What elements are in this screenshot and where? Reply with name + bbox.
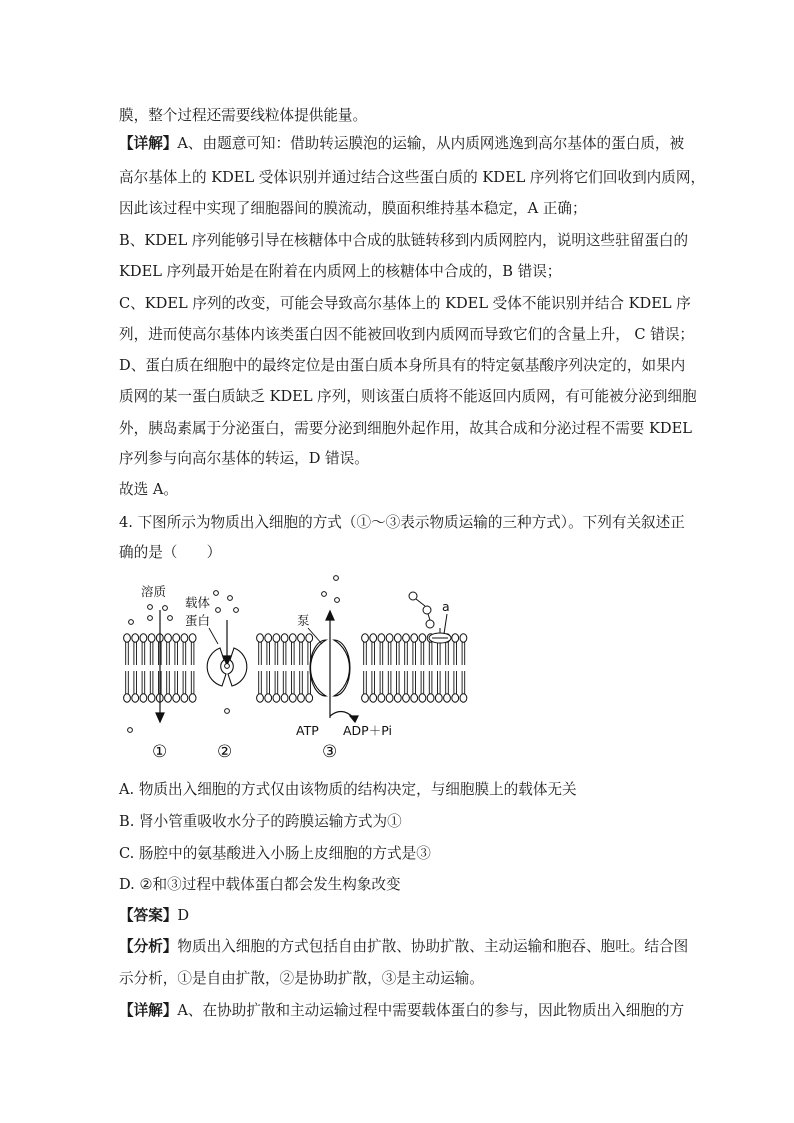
line-text: A. 物质出入细胞的方式仅由该物质的结构决定，与细胞膜上的载体无关 bbox=[119, 781, 577, 798]
lipid-head bbox=[281, 634, 288, 642]
text-line bbox=[119, 134, 685, 154]
lipid-head bbox=[140, 634, 147, 642]
lipid-head bbox=[435, 694, 442, 702]
label-carrier-line1: 载体 bbox=[185, 595, 211, 610]
text-line bbox=[119, 106, 679, 126]
text-line bbox=[119, 513, 685, 533]
line-text: 序列参与向高尔基体的转运，D 错误。 bbox=[119, 450, 369, 467]
lipid-head bbox=[165, 634, 172, 642]
solute-particle bbox=[216, 608, 221, 613]
lipid-head bbox=[419, 634, 426, 642]
text-line bbox=[119, 325, 695, 345]
solute-particle bbox=[334, 576, 339, 581]
lipid-head bbox=[148, 634, 155, 642]
lipid-head bbox=[165, 694, 172, 702]
label-adp: ADP＋Pi bbox=[343, 723, 392, 738]
label-atp: ATP bbox=[296, 723, 319, 738]
lipid-head bbox=[257, 694, 264, 702]
lipid-head bbox=[411, 634, 418, 642]
lipid-head bbox=[181, 634, 188, 642]
section-tag: 【分析】 bbox=[119, 938, 178, 955]
lipid-head bbox=[289, 634, 296, 642]
lipid-head bbox=[419, 694, 426, 702]
lipid-head bbox=[265, 634, 272, 642]
solute-particle bbox=[225, 664, 230, 669]
text-line bbox=[119, 387, 697, 407]
lipid-head bbox=[173, 634, 180, 642]
text-line bbox=[119, 294, 691, 314]
solute-particle bbox=[163, 606, 168, 611]
line-text: A、由题意可知：借助转运膜泡的运输，从内质网逃逸到高尔基体的蛋白质，被 bbox=[177, 135, 685, 152]
solute-particle bbox=[168, 616, 173, 621]
lipid-head bbox=[298, 694, 305, 702]
line-text: 4. 下图所示为物质出入细胞的方式（①～③表示物质运输的三种方式）。下列有关叙述正 bbox=[119, 514, 685, 531]
solute-particle bbox=[128, 728, 133, 733]
line-text: 物质出入细胞的方式包括自由扩散、协助扩散、主动运输和胞吞、胞吐。结合图 bbox=[177, 938, 689, 955]
solute-particle bbox=[214, 591, 219, 596]
solute-particle bbox=[322, 592, 327, 597]
solute-particle bbox=[225, 709, 230, 714]
membrane-transport-diagram bbox=[110, 570, 480, 765]
lipid-head bbox=[378, 694, 385, 702]
text-line bbox=[119, 543, 679, 563]
lipid-head bbox=[386, 694, 393, 702]
text-line bbox=[119, 812, 679, 832]
text-line bbox=[119, 1001, 685, 1021]
text-line bbox=[119, 844, 679, 864]
lipid-head bbox=[403, 634, 410, 642]
label-method-1: ① bbox=[152, 742, 168, 762]
lipid-head bbox=[452, 694, 459, 702]
phospholipid-bilayer bbox=[124, 634, 467, 702]
lipid-head bbox=[370, 694, 377, 702]
solute-particle bbox=[228, 596, 233, 601]
lipid-head bbox=[452, 634, 459, 642]
line-text: 故选 A。 bbox=[119, 481, 178, 498]
text-line bbox=[119, 356, 686, 376]
lipid-head bbox=[257, 634, 264, 642]
lipid-head bbox=[124, 634, 131, 642]
lipid-head bbox=[298, 634, 305, 642]
line-text: C、KDEL 序列的改变，可能会导致高尔基体上的 KDEL 受体不能识别并结合 KDEL 序 bbox=[119, 295, 691, 312]
label-method-3: ③ bbox=[322, 742, 338, 762]
line-text: KDEL 序列最开始是在附着在内质网上的核糖体中合成的，B 错误； bbox=[119, 263, 562, 280]
label-pump: 泵 bbox=[297, 613, 310, 628]
lipid-head bbox=[386, 634, 393, 642]
lipid-head bbox=[460, 694, 467, 702]
line-text: C. 肠腔中的氨基酸进入小肠上皮细胞的方式是③ bbox=[119, 845, 431, 862]
section-tag: 【答案】 bbox=[119, 907, 178, 924]
line-text: 质网的某一蛋白质缺乏 KDEL 序列，则该蛋白质将不能返回内质网，有可能被分泌到细胞 bbox=[119, 388, 697, 405]
line-text: D. ②和③过程中载体蛋白都会发生构象改变 bbox=[119, 876, 401, 893]
lipid-head bbox=[444, 694, 451, 702]
line-text: 示分析，①是自由扩散，②是协助扩散，③是主动运输。 bbox=[119, 970, 484, 987]
line-text: B. 肾小管重吸收水分子的跨膜运输方式为① bbox=[119, 813, 402, 830]
label-a: a bbox=[442, 599, 450, 614]
text-line bbox=[119, 168, 706, 188]
label-carrier-line2: 蛋白 bbox=[185, 613, 211, 628]
lipid-head bbox=[189, 694, 196, 702]
text-line bbox=[119, 199, 679, 219]
solute-particle bbox=[234, 608, 239, 613]
lipid-head bbox=[378, 634, 385, 642]
lipid-head bbox=[394, 694, 401, 702]
lipid-head bbox=[411, 694, 418, 702]
text-line bbox=[119, 262, 679, 282]
line-text: 膜，整个过程还需要线粒体提供能量。 bbox=[119, 107, 368, 124]
lipid-head bbox=[124, 694, 131, 702]
text-line bbox=[119, 937, 689, 957]
lipid-head bbox=[362, 634, 369, 642]
lipid-head bbox=[370, 634, 377, 642]
lipid-head bbox=[460, 634, 467, 642]
lipid-head bbox=[265, 694, 272, 702]
lipid-head bbox=[289, 694, 296, 702]
line-text: D bbox=[177, 907, 190, 924]
lipid-head bbox=[189, 634, 196, 642]
label-solute: 溶质 bbox=[141, 584, 167, 599]
lipid-head bbox=[306, 634, 313, 642]
lipid-head bbox=[148, 694, 155, 702]
text-line bbox=[119, 969, 679, 989]
lipid-head bbox=[173, 694, 180, 702]
line-text: 确的是（ ） bbox=[119, 544, 222, 561]
lipid-head bbox=[132, 634, 139, 642]
section-tag: 【详解】 bbox=[119, 135, 178, 152]
line-text: 高尔基体上的 KDEL 受体识别并通过结合这些蛋白质的 KDEL 序列将它们回收到内质网， bbox=[119, 169, 706, 186]
lipid-head bbox=[273, 694, 280, 702]
lipid-head bbox=[273, 634, 280, 642]
line-text: 列，进而使高尔基体内该类蛋白因不能被回收到内质网而导致它们的含量上升， C 错误； bbox=[119, 326, 695, 343]
text-line bbox=[119, 480, 679, 500]
section-tag: 【详解】 bbox=[119, 1002, 178, 1019]
solute-particle bbox=[148, 616, 153, 621]
lipid-head bbox=[281, 694, 288, 702]
lipid-head bbox=[394, 634, 401, 642]
lipid-head bbox=[140, 694, 147, 702]
lipid-head bbox=[403, 694, 410, 702]
line-text: D、蛋白质在细胞中的最终定位是由蛋白质本身所具有的特定氨基酸序列决定的，如果内 bbox=[119, 357, 686, 374]
text-line bbox=[119, 780, 679, 800]
line-text: 因此该过程中实现了细胞器间的膜流动，膜面积维持基本稳定，A 正确； bbox=[119, 200, 587, 217]
line-text: B、KDEL 序列能够引导在核糖体中合成的肽链转移到内质网腔内，说明这些驻留蛋白的 bbox=[119, 232, 689, 249]
line-text: 外，胰岛素属于分泌蛋白，需要分泌到细胞外起作用，故其合成和分泌过程不需要 KDEL bbox=[119, 420, 692, 437]
carrier-leader bbox=[209, 628, 218, 644]
lipid-head bbox=[427, 694, 434, 702]
solute-particle bbox=[148, 605, 153, 610]
text-line bbox=[119, 231, 689, 251]
lipid-head bbox=[132, 694, 139, 702]
solute-particle bbox=[129, 620, 134, 625]
text-line bbox=[119, 906, 679, 926]
lipid-head bbox=[306, 694, 313, 702]
text-line bbox=[119, 449, 679, 469]
line-text: A、在协助扩散和主动运输过程中需要载体蛋白的参与，因此物质出入细胞的方 bbox=[177, 1002, 685, 1019]
text-line bbox=[119, 875, 679, 895]
lipid-head bbox=[362, 694, 369, 702]
solute-particle bbox=[335, 598, 340, 603]
text-line bbox=[119, 419, 692, 439]
lipid-head bbox=[181, 694, 188, 702]
label-method-2: ② bbox=[217, 742, 233, 762]
